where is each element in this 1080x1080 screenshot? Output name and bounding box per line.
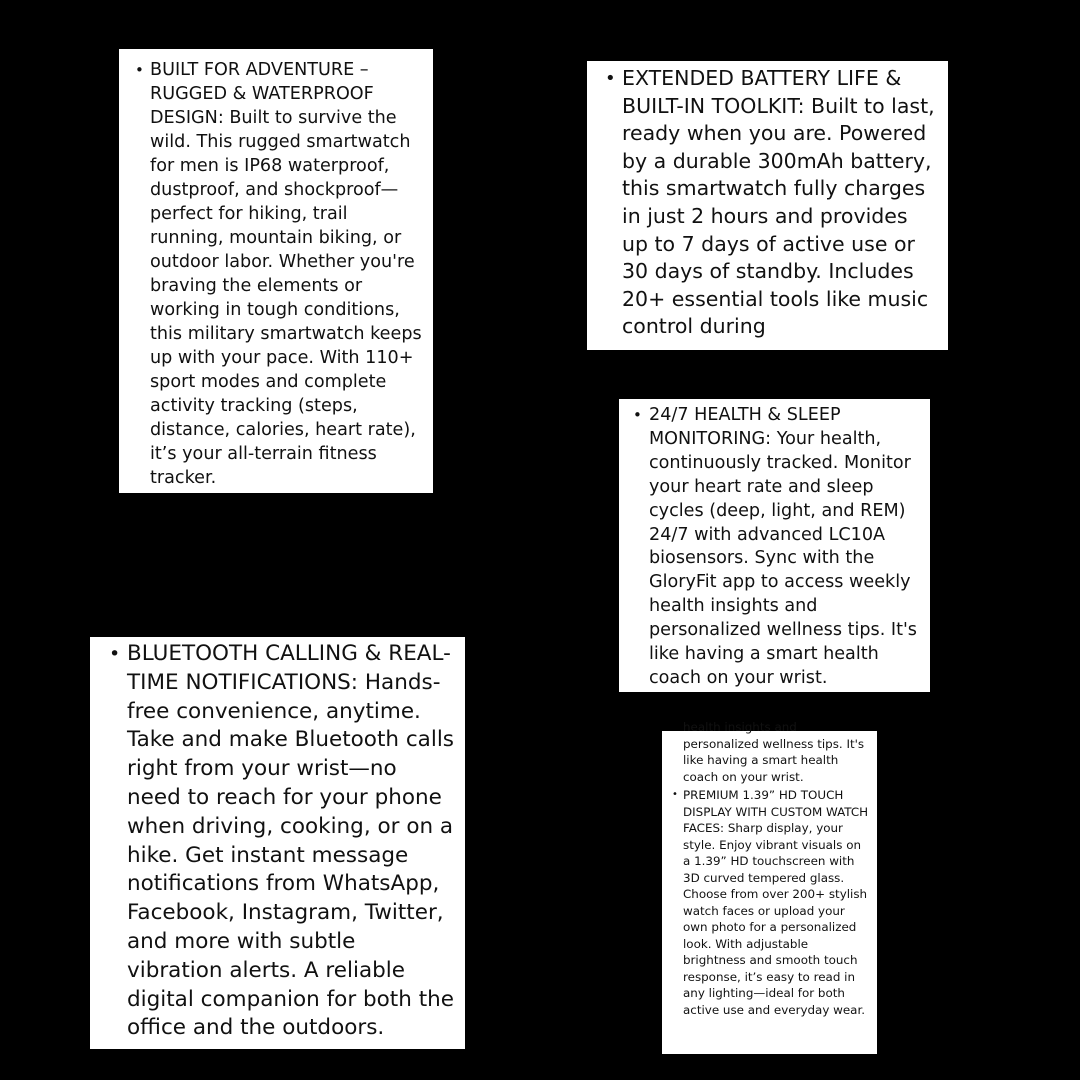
feature-list-item — [109, 640, 455, 1043]
bullet-icon: • — [672, 789, 678, 800]
feature-text: EXTENDED BATTERY LIFE & BUILT-IN TOOLKIT: Built to last, ready when you are. Powered by a durable 300mAh battery, this smartwatch fully charges in just 2 hours and provides up to 7 days of active use or 30 days of standby. Includes 20+ essential tools like music control during — [622, 66, 935, 339]
feature-text: PREMIUM 1.39” HD TOUCH DISPLAY WITH CUSTOM WATCH FACES: Sharp display, your style. Enjoy vibrant visuals on a 1.39” HD touchscreen with 3D curved tempered glass. Choose from over 200+ stylish watch faces or upload your own photo for a personalized look. With adjustable brightness and smooth touch response, it’s easy to read in any lighting—ideal for both active use and everyday wear. — [683, 788, 869, 1017]
feature-list — [633, 404, 920, 691]
feature-text-partial: health insights and personalized wellness tips. It's like having a smart health coach on your wrist. — [683, 720, 865, 784]
feature-list-item — [633, 404, 920, 691]
feature-card-display — [662, 720, 877, 1054]
feature-list — [672, 719, 869, 1018]
bullet-icon: • — [605, 68, 616, 89]
feature-list-item — [605, 65, 936, 341]
feature-text: BUILT FOR ADVENTURE – RUGGED & WATERPROOF DESIGN: Built to survive the wild. This rugged smartwatch for men is IP68 waterproof, dustproof, and shockproof—perfect for hiking, trail running, mountain biking, or outdoor labor. Whether you're braving the elements or working in tough conditions, this military smartwatch keeps up with your pace. With 110+ sport modes and complete activity tracking (steps, distance, calories, heart rate), it’s your all-terrain fitness tracker. — [150, 60, 422, 488]
feature-card-bluetooth — [90, 637, 465, 1049]
bullet-icon: • — [633, 406, 642, 424]
feature-list-item — [135, 58, 423, 490]
bullet-icon: • — [109, 643, 121, 665]
feature-text: BLUETOOTH CALLING & REAL-TIME NOTIFICATIONS: Hands-free convenience, anytime. Take and make Bluetooth calls right from your wrist—no need to reach for your phone when driving, cooking, or on a hike. Get instant message notifications from WhatsApp, Facebook, Instagram, Twitter, and more with subtle vibration alerts. A reliable digital companion for both the office and the outdoors. — [127, 641, 454, 1041]
feature-text: 24/7 HEALTH & SLEEP MONITORING: Your health, continuously tracked. Monitor your heart rate and sleep cycles (deep, light, and REM) 24/7 with advanced LC10A biosensors. Sync with the GloryFit app to access weekly health insights and personalized wellness tips. It's like having a smart health coach on your wrist. — [649, 405, 917, 688]
feature-list — [109, 640, 455, 1043]
feature-list — [135, 58, 423, 490]
feature-list-item — [672, 787, 869, 1018]
feature-list-item-partial — [672, 719, 869, 785]
feature-card-health — [619, 399, 930, 692]
feature-card-battery — [587, 61, 948, 350]
feature-list — [605, 65, 936, 341]
bullet-icon: • — [135, 61, 144, 79]
feature-card-adventure — [119, 49, 433, 493]
